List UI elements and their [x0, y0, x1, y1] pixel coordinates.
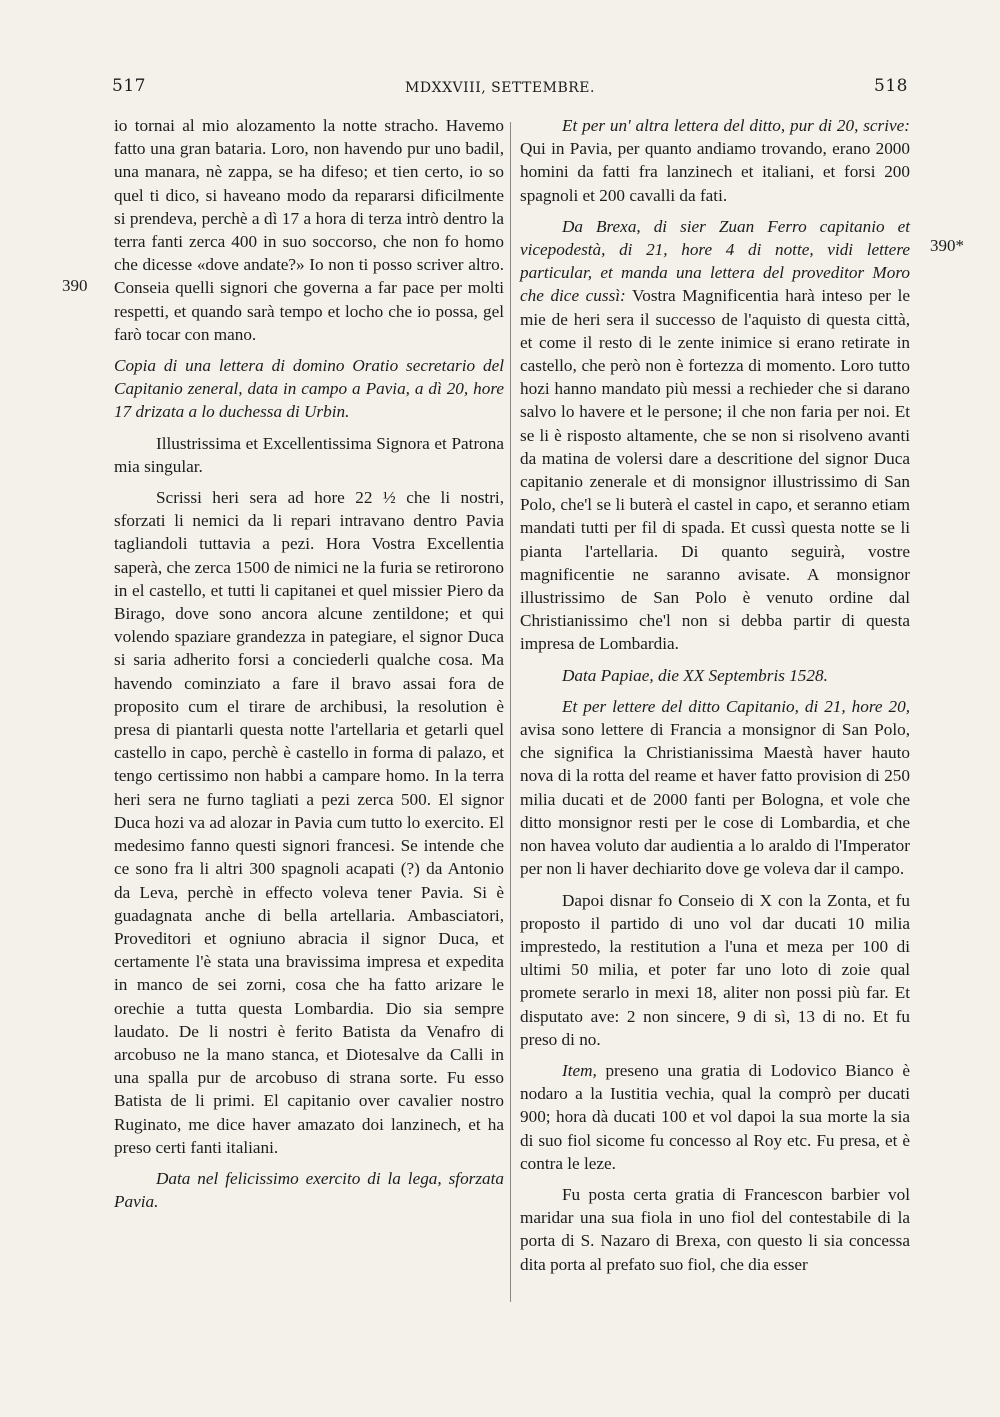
- paragraph: [520, 114, 910, 207]
- paragraph: Scrissi heri sera ad hore 22 ½ che li nostri, sforzati li nemici da li repari intravano dentro Pavia tagliandoli tuttavia a pezi. Hora Vostra Excellentia saperà, che zerca 1500 de nimici ne la furia se retirorono in el castello, et tutti li capitanei et quel missier Piero da Birago, dove sono ancora alcune zentildone; et qui volendo spaziare grandezza in pategiare, el signor Duca si saria adherito forsi a conciederli qualche cosa. Ma havendo cominziato a fare il bravo assai fora de proposito cum el tirare de archibusi, la resolution è presa di piantarli questa notte l'artellaria et getarli quel castello in capo, perchè è castello in forma di palazo, et tengo certissimo non habbi a campare homo. In la terra heri sera ne furno tagliati a pezi zerca 500. El signor Duca hozi va ad alozar in Pavia cum tutto lo exercito. El medesimo fanno questi signori francesi. Se intende che ce sono fra li altri 300 spagnoli acapati (?) da Antonio da Leva, perchè in effecto voleva tener Pavia. Si è guadagnata anche di bella artellaria. Ambasciatori, Proveditori et ogniuno abracia il signor Duca, et certamente l'è stata una bravissima impresa et expedita in manco de sei zorni, cosa che ha fatto arizare le orechie a tutta questa Lombardia. Dio sia sempre laudato. De li nostri è ferito Batista da Venafro di arcobuso ne la mano stanca, et Diotesalve da Calli in una spalla pur de arcobuso di strana sorte. Fu esso Batista de li primi. El capitanio over cavalier nostro Ruginato, me dice haver amazato doi lanzinech, et ha preso certi fanti italiani.: [114, 488, 504, 1157]
- paragraph-body: avisa sono lettere di Francia a monsignor di San Polo, che significa la Christianissima Maestà haver hauto nova di la rotta del reame et haver fatto provision di 250 milia ducati et de 2000 fanti per Bologna, et vole che ditto monsignor resti per le cose di Lombardia, et che non havea voluto dar audientia a lo araldo di l'Imperator per non li haver dechiarito dove ge voleva dar il campo.: [520, 720, 910, 879]
- paragraph-lead: Et per un' altra lettera del ditto, pur di 20, scrive:: [562, 116, 910, 135]
- left-page-number: 517: [112, 76, 146, 96]
- paragraph-lead: Da Brexa, di sier Zuan Ferro capitanio et vicepodestà, di 21, hore 4 di notte, vidi lettere particular, et manda una lettera del proveditor Moro che dice cussì:: [520, 216, 910, 306]
- paragraph-body: Dapoi disnar fo Conseio di X con la Zonta, et fu proposto il partido di uno vol dar ducati 10 milia imprestedo, la restitution a l'una et meza per 100 di ultimi 50 milia, et poter far uno loto di zoie qual promete serarlo in mexi 18, aliter non possi più far. Et disputato ave: 2 non sincere, 9 di sì, 13 di no. Et fu preso di no.: [520, 890, 910, 1049]
- letter-heading: Copia di una lettera di domino Oratio secretario del Capitanio zeneral, data in campo a Pavia, a dì 20, hore 17 drizata a lo duchessa di Urbin.: [114, 356, 504, 422]
- paragraph: [520, 889, 910, 1051]
- paragraph-body: Qui in Pavia, per quanto andiamo trovando, erano 2000 homini da fatti fra lanzinech et italiani, et forsi 200 spagnoli et 200 cavalli da fati.: [520, 139, 910, 205]
- paragraph-lead: Data Papiae, die XX Septembris 1528.: [562, 665, 828, 685]
- paragraph: Illustrissima et Excellentissima Signora et Patrona mia singular.: [114, 433, 504, 476]
- paragraph: [520, 1059, 910, 1175]
- right-margin-marker: 390*: [930, 236, 964, 255]
- paragraph-body: preseno una gratia di Lodovico Bianco è nodaro a la Iustitia vechia, qual la comprò per ducati 900; hora dà ducati 100 et vol dapoi la sua morte la sia di suo fiol sicome fu concesso al Roy etc. Fu presa, et è contra le leze.: [520, 1060, 910, 1173]
- right-page-number: 518: [874, 76, 908, 96]
- column-divider: [510, 122, 511, 1302]
- paragraph: [520, 695, 910, 881]
- paragraph: io tornai al mio alozamento la notte stracho. Havemo fatto una gran bataria. Loro, non havendo pur uno badil, una manara, nè zappa, se ha difeso; et tien certo, io so quel ti dico, si haveano modo da repararsi dificilmente si prendeva, perchè a dì 17 a hora di terza intrò dentro la terra fanti zerca 400 in suo soccorso, che non fo homo che dicesse «dove andate?» Io non ti posso scriver altro. Conseia quelli signori che governa a far pace per molti respetti, et quando sarà tempo et locho che io possa, gel farò tocar con mano.: [114, 116, 504, 344]
- letter-closing: Data nel felicissimo exercito di la lega, sforzata Pavia.: [114, 1168, 504, 1212]
- running-title: MDXXVIII, SETTEMBRE.: [405, 80, 595, 96]
- paragraph-body: Vostra Magnificentia harà inteso per le mie de heri sera il successo de l'aquisto di questa città, et come il resto di le zente inimice si erano retirate in castello, che però non è fortezza di momento. Loro tutto hozi hanno mandato più messi a rechieder che si darano salvo lo havere et le persone; il che non faria per noi. Et se li è risposto altamente, che se non si risolveno avanti da matina de volersi dare a descritione del signor Duca capitanio zenerale et di monsignor illustrissimo di San Polo, che'l se li buterà el castel in capo, et seranno etiam mandati tutti per fil di spada. Et cussì questa notte se li pianta l'artellaria. Di quanto seguirà, vostre magnificentie ne saranno avisate. A monsignor illustrissimo de San Polo è venuto ordine dal Christianissimo che'l non si debba partir di questa impresa de Lombardia.: [520, 286, 910, 654]
- paragraph-body: Fu posta certa gratia di Francescon barbier vol maridar una sua fiola in uno fiol del contestabile di la porta di S. Nazaro di Brexa, con questo li sia concessa dita porta al prefato suo fiol, che dia esser: [520, 1184, 910, 1274]
- paragraph: [520, 215, 910, 656]
- left-column: [114, 114, 504, 1221]
- paragraph-lead: Item,: [562, 1060, 597, 1080]
- paragraph-lead: Et per lettere del ditto Capitanio, di 21, hore 20,: [562, 696, 910, 716]
- right-column: [520, 114, 910, 1284]
- paragraph: [520, 1183, 910, 1276]
- left-margin-marker: 390: [62, 276, 88, 295]
- paragraph: [520, 664, 910, 687]
